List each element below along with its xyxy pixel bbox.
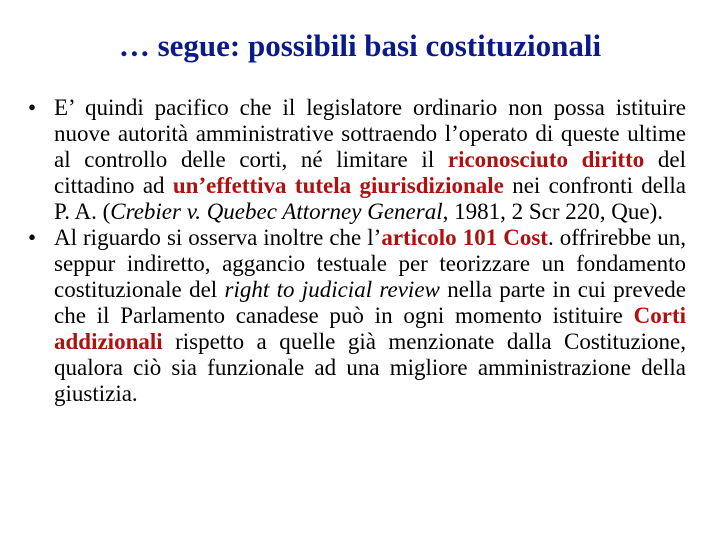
bullet-dot-icon: • xyxy=(28,95,37,120)
bullet-1-highlight-1: riconosciuto diritto xyxy=(447,147,645,172)
bullet-2-highlight-1: articolo 101 Cost xyxy=(381,225,548,250)
bullet-item-2 xyxy=(28,225,686,407)
bullet-2-text-1: Al riguardo si osserva inoltre che l’ xyxy=(54,225,382,250)
bullet-2-highlight-2: Corti addizionali xyxy=(54,303,686,354)
bullet-list xyxy=(28,95,686,407)
slide-title: … segue: possibili basi costituzionali xyxy=(118,28,602,63)
bullet-1-text-2: del cittadino ad xyxy=(54,147,686,198)
bullet-item-1 xyxy=(28,95,686,225)
bullet-2-text-3: nella parte in cui prevede che il Parlamento canadese può in ogni momento istituire xyxy=(54,277,686,328)
bullet-1-text-1: E’ quindi pacifico che il legislatore ordinario non possa istituire nuove autorità amministrative sottraendo l’operato di queste ultime al controllo delle corti, né limitare il xyxy=(54,95,686,172)
bullet-2-text-2: . offrirebbe un, seppur indiretto, aggancio testuale per teorizzare un fondamento costituzionale del xyxy=(54,225,686,302)
bullet-1-text-4: , 1981, 2 Scr 220, Que). xyxy=(442,199,663,224)
bullet-2-italic-term: right to judicial review xyxy=(224,277,440,302)
bullet-dot-icon: • xyxy=(28,225,37,250)
bullet-1-highlight-2: un’effettiva tutela giurisdizionale xyxy=(172,173,504,198)
bullet-2-text-4: rispetto a quelle già menzionate dalla Costituzione, qualora ciò sia funzionale ad una migliore amministrazione della giustizia. xyxy=(54,329,686,406)
bullet-1-text-3: nei confronti della P. A. ( xyxy=(54,173,686,224)
bullet-1-case-citation: Crebier v. Quebec Attorney General xyxy=(110,199,443,224)
